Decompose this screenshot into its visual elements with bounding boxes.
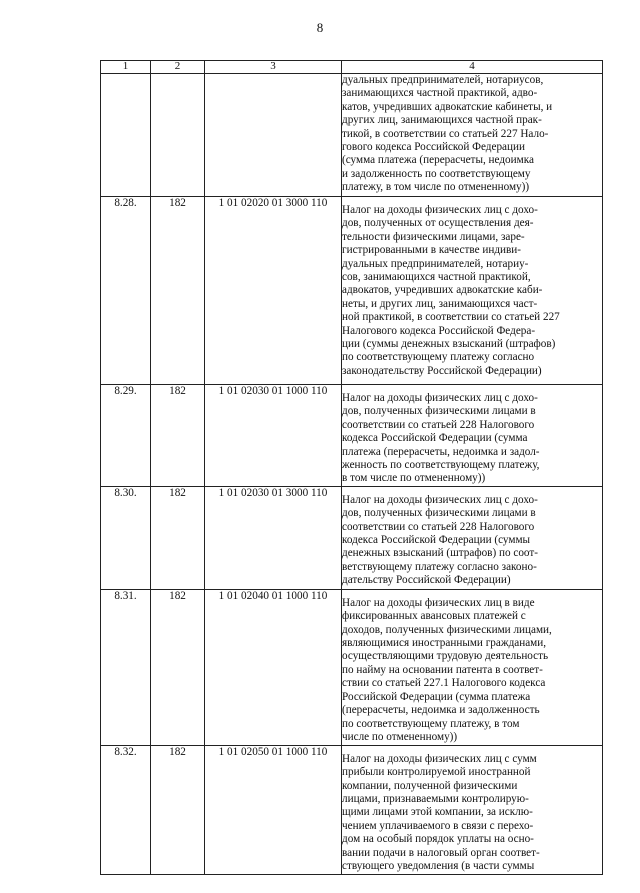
cell-admin: 182 — [151, 486, 205, 589]
table-row — [101, 385, 603, 487]
description-line: адвокатов, учредивших адвокатские каби- — [342, 284, 543, 297]
description-line: ствии со статьей 227.1 Налогового кодекса — [342, 677, 546, 690]
description-line: вании подачи в налоговый орган соответ- — [342, 846, 540, 859]
cell-num: 8.29. — [101, 385, 151, 487]
description-line: других лиц, занимающихся частной прак- — [342, 114, 542, 127]
description-line: по соответствующему платежу согласно — [342, 351, 535, 364]
description-line: дов, полученных от осуществления дея- — [342, 217, 534, 230]
table-row — [101, 745, 603, 874]
description-line: ветствующему платежу согласно законо- — [342, 560, 537, 573]
description-line: ствующего уведомления (в части суммы — [342, 860, 535, 873]
description-line: (сумма платежа (перерасчеты, недоимка — [342, 154, 534, 167]
cell-code: 1 01 02020 01 3000 110 — [205, 197, 342, 385]
description-line: гистрированными в качестве индиви- — [342, 244, 522, 257]
description-line: чением уплачиваемого в связи с перехо- — [342, 819, 534, 832]
cell-code — [205, 74, 342, 197]
description-line: кодекса Российской Федерации (сумма — [342, 432, 528, 445]
description-line: денежных взысканий (штрафов) по соот- — [342, 547, 538, 560]
description-line: и задолженность по соответствующему — [342, 167, 531, 180]
description-line: кодекса Российской Федерации (суммы — [342, 534, 531, 547]
column-header-2: 2 — [151, 61, 205, 74]
description-line: по соответствующему платежу, в том — [342, 717, 520, 730]
cell-admin — [151, 74, 205, 197]
table-header-row — [101, 61, 603, 74]
budget-classification-table — [100, 60, 603, 875]
description-line: Российской Федерации (сумма платежа — [342, 690, 531, 703]
column-header-1: 1 — [101, 61, 151, 74]
description-line: Налогового кодекса Российской Федера- — [342, 324, 536, 337]
description-line: Налог на доходы физических лиц с дохо- — [342, 204, 538, 216]
description-line: осуществляющими трудовую деятельность — [342, 650, 549, 663]
description-line: платежа (перерасчеты, недоимка и задол- — [342, 445, 540, 458]
table-row-continuation — [101, 74, 603, 197]
cell-description — [342, 589, 603, 745]
description-line: соответствии со статьей 228 Налогового — [342, 418, 535, 431]
description-line: женность по соответствующему платежу, — [342, 459, 540, 472]
table-row — [101, 486, 603, 589]
description-line: сов, занимающихся частной практикой, — [342, 271, 531, 284]
cell-description — [342, 486, 603, 589]
description-line: тельности физическими лицами, заре- — [342, 230, 525, 243]
description-line: компании, полученной физическими — [342, 779, 518, 792]
cell-num: 8.31. — [101, 589, 151, 745]
description-line: в том числе по отмененному)) — [342, 472, 486, 485]
description-line: законодательству Российской Федерации) — [342, 364, 542, 377]
cell-admin: 182 — [151, 589, 205, 745]
cell-admin: 182 — [151, 197, 205, 385]
description-line: щими лицами этой компании, за исклю- — [342, 806, 533, 819]
page-number: 8 — [316, 20, 324, 35]
cell-code: 1 01 02030 01 1000 110 — [205, 385, 342, 487]
description-line: Налог на доходы физических лиц в виде — [342, 596, 535, 609]
cell-num — [101, 74, 151, 197]
table-row — [101, 589, 603, 745]
description-line: Налог на доходы физических лиц с сумм — [342, 752, 537, 765]
column-header-4: 4 — [342, 61, 603, 74]
cell-admin: 182 — [151, 745, 205, 874]
description-line: (перерасчеты, недоимка и задолженность — [342, 704, 540, 717]
cell-num: 8.32. — [101, 745, 151, 874]
description-line: соответствии со статьей 228 Налогового — [342, 520, 535, 533]
table-row — [101, 197, 603, 385]
cell-description — [342, 197, 603, 385]
description-line: гового кодекса Российской Федерации — [342, 141, 525, 154]
description-line: ной практикой, в соответствии со статьей 227 — [342, 311, 560, 324]
description-line: дуальных предпринимателей, нотариу- — [342, 257, 529, 270]
description-line: являющимися иностранными гражданами, — [342, 637, 547, 650]
description-line: ции (суммы денежных взысканий (штрафов) — [342, 338, 556, 351]
description-line: неты, и других лиц, занимающихся част- — [342, 297, 538, 310]
cell-description — [342, 385, 603, 487]
description-line: платежу, в том числе по отмененному)) — [342, 181, 530, 194]
description-line: по найму на основании патента в соответ- — [342, 663, 543, 676]
description-line: тикой, в соответствии со статьей 227 Нало- — [342, 127, 549, 140]
description-line: Налог на доходы физических лиц с дохо- — [342, 493, 538, 506]
description-line: занимающихся частной практикой, адво- — [342, 87, 538, 100]
cell-code: 1 01 02040 01 1000 110 — [205, 589, 342, 745]
cell-description — [342, 745, 603, 874]
description-line: Налог на доходы физических лиц с дохо- — [342, 392, 538, 404]
description-line: доходов, полученных физическими лицами, — [342, 623, 552, 636]
cell-code: 1 01 02050 01 1000 110 — [205, 745, 342, 874]
cell-code: 1 01 02030 01 3000 110 — [205, 486, 342, 589]
description-line: прибыли контролируемой иностранной — [342, 766, 531, 779]
description-line: дательству Российской Федерации) — [342, 574, 511, 587]
cell-num: 8.30. — [101, 486, 151, 589]
description-line: числе по отмененному)) — [342, 730, 458, 743]
description-line: дом на особый порядок уплаты на осно- — [342, 833, 534, 846]
description-line: дуальных предпринимателей, нотариусов, — [342, 74, 544, 86]
cell-num: 8.28. — [101, 197, 151, 385]
description-line: катов, учредивших адвокатские кабинеты, и — [342, 100, 553, 113]
description-line: дов, полученных физическими лицами в — [342, 507, 536, 520]
description-line: дов, полученных физическими лицами в — [342, 405, 536, 418]
cell-description — [342, 74, 603, 197]
description-line: фиксированных авансовых платежей с — [342, 610, 526, 623]
cell-admin: 182 — [151, 385, 205, 487]
description-line: лицами, признаваемыми контролирую- — [342, 793, 529, 806]
column-header-3: 3 — [205, 61, 342, 74]
